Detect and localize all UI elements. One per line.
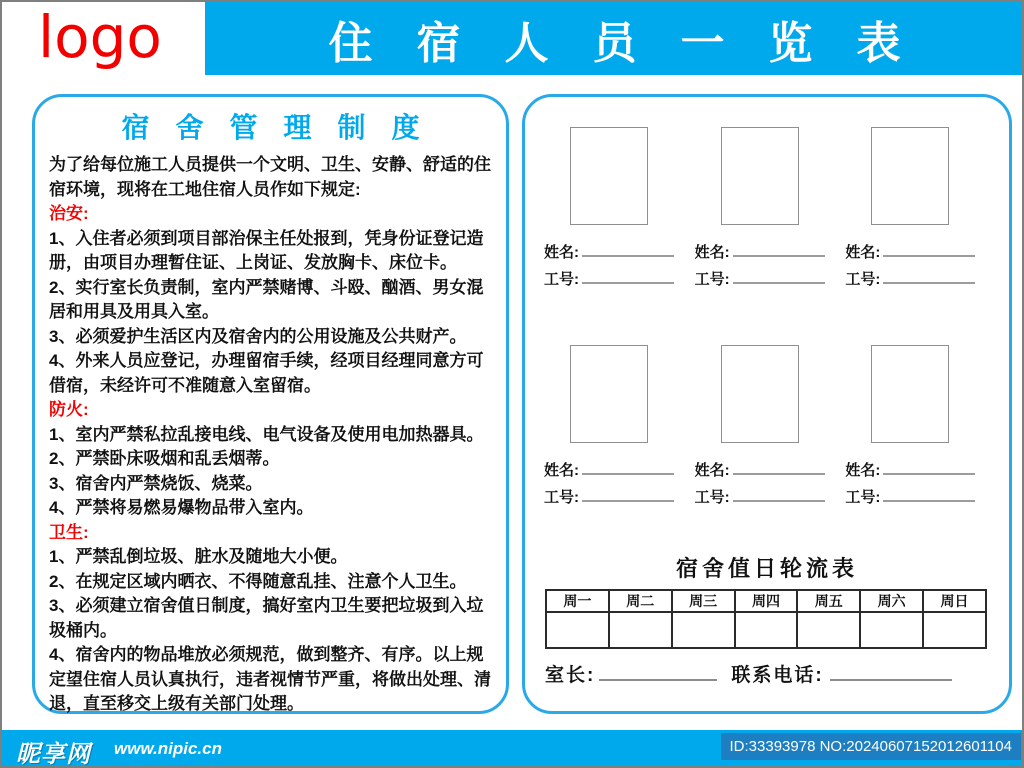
person-card — [845, 127, 995, 293]
rule-item: 4、外来人员应登记，办理留宿手续，经项目经理同意方可借宿，未经许可不准随意入室留宿。 — [49, 351, 484, 395]
duty-table-title: 宿舍值日轮流表 — [675, 556, 858, 581]
id-field — [695, 266, 845, 293]
rule-item: 4、严禁将易燃易爆物品带入室内。 — [49, 498, 314, 517]
photo-placeholder — [871, 127, 949, 225]
person-card — [695, 345, 845, 511]
name-label: 姓名: — [694, 462, 730, 479]
header-bar — [205, 2, 1024, 75]
weekday-header-cell: 周六 — [860, 590, 923, 612]
name-label: 姓名: — [544, 462, 579, 479]
person-card — [544, 345, 694, 511]
worker-id-label: 工号: — [845, 489, 881, 506]
brand-logo: logo — [38, 3, 162, 71]
contact-phone-label: 联系电话: — [731, 665, 824, 686]
site-url: www.nipic.cn — [114, 739, 222, 758]
footer-watermark-bar — [2, 730, 1022, 766]
room-leader-fill-line — [599, 666, 717, 681]
worker-id-fill-line — [582, 271, 674, 284]
photo-placeholder — [570, 127, 648, 225]
id-field — [544, 266, 694, 293]
weekday-header-cell: 周五 — [797, 590, 860, 612]
weekday-header-cell: 周三 — [672, 590, 735, 612]
rule-item: 4、宿舍内的物品堆放必须规范，做到整齐、有序。以上规定望住宿人员认真执行，违者视情节严重，将做出处理、清退，直至移交上级有关部门处理。 — [49, 645, 491, 713]
worker-id-label: 工号: — [694, 271, 730, 288]
worker-id-label: 工号: — [694, 489, 730, 506]
person-card — [695, 127, 845, 293]
id-field — [544, 484, 694, 511]
name-label: 姓名: — [544, 244, 579, 261]
id-field — [845, 484, 995, 511]
roster-cards-grid — [544, 127, 996, 511]
person-card — [544, 127, 694, 293]
photo-placeholder — [570, 345, 648, 443]
leader-row — [545, 660, 952, 687]
room-leader-label: 室长: — [545, 665, 596, 686]
roster-panel — [522, 94, 1012, 714]
rule-item: 1、室内严禁私拉乱接电线、电气设备及使用电加热器具。 — [49, 424, 484, 444]
duty-empty-cell — [797, 612, 860, 648]
photo-placeholder — [871, 345, 949, 443]
rules-title-row — [49, 106, 492, 146]
duty-empty-cell — [735, 612, 798, 648]
name-fill-line — [733, 244, 825, 257]
page-title: 住宿人员一览表 — [328, 18, 945, 68]
duty-title-row — [525, 552, 1009, 583]
photo-placeholder — [721, 127, 799, 225]
rule-item: 2、在规定区域内晒衣、不得随意乱挂、注意个人卫生。 — [49, 571, 467, 591]
name-field — [845, 457, 995, 484]
duty-empty-cell — [923, 612, 986, 648]
duty-empty-cell — [546, 612, 609, 648]
rule-item: 2、实行室长负责制，室内严禁赌博、斗殴、酗酒、男女混居和用具及用具入室。 — [49, 277, 484, 321]
rules-intro: 为了给每位施工人员提供一个文明、卫生、安静、舒适的住宿环境，现将在工地住宿人员作如下规定: — [49, 155, 491, 199]
name-label: 姓名: — [845, 462, 881, 479]
rules-body — [49, 153, 492, 717]
site-logo: 昵享网 — [16, 741, 91, 768]
name-label: 姓名: — [694, 244, 730, 261]
rule-section-heading: 卫生: — [49, 522, 89, 542]
photo-placeholder — [721, 345, 799, 443]
duty-empty-cell — [672, 612, 735, 648]
worker-id-label: 工号: — [544, 271, 579, 288]
worker-id-label: 工号: — [544, 489, 579, 506]
person-card — [845, 345, 995, 511]
rule-section-heading: 治安: — [49, 204, 89, 223]
name-field — [695, 457, 845, 484]
image-id-badge: ID:33393978 NO:20240607152012601104 — [721, 733, 1021, 760]
name-field — [544, 239, 694, 266]
worker-id-label: 工号: — [845, 271, 881, 288]
name-fill-line — [582, 462, 674, 475]
duty-table-empty-row — [546, 612, 986, 648]
name-fill-line — [883, 244, 975, 257]
rule-item: 3、必须爱护生活区内及宿舍内的公用设施及公共财产。 — [49, 326, 467, 346]
weekday-header-cell: 周四 — [735, 590, 798, 612]
id-field — [695, 484, 845, 511]
worker-id-fill-line — [582, 489, 674, 502]
name-field — [845, 239, 995, 266]
duty-empty-cell — [609, 612, 672, 648]
worker-id-fill-line — [733, 271, 825, 284]
rule-item: 3、必须建立宿舍值日制度，搞好室内卫生要把垃圾到入垃圾桶内。 — [49, 596, 484, 640]
logo-area — [2, 2, 205, 75]
name-field — [544, 457, 694, 484]
rules-panel — [32, 94, 509, 714]
rule-item: 3、宿舍内严禁烧饭、烧菜。 — [49, 473, 263, 493]
name-fill-line — [733, 462, 825, 475]
name-label: 姓名: — [845, 244, 881, 261]
contact-phone-fill-line — [830, 666, 952, 681]
weekday-header-cell: 周二 — [609, 590, 672, 612]
duty-empty-cell — [860, 612, 923, 648]
weekday-header-cell: 周日 — [923, 590, 986, 612]
weekday-header-cell: 周一 — [546, 590, 609, 612]
duty-table-header-row — [546, 590, 986, 612]
duty-rotation-table — [545, 589, 987, 649]
name-field — [695, 239, 845, 266]
id-field — [845, 266, 995, 293]
rules-title: 宿舍管理制度 — [121, 112, 446, 143]
rule-section-heading: 防火: — [49, 400, 89, 419]
rule-item: 1、入住者必须到项目部治保主任处报到，凭身份证登记造册，由项目办理暂住证、上岗证、发放胸卡、床位卡。 — [49, 228, 484, 272]
rule-item: 2、严禁卧床吸烟和乱丢烟蒂。 — [49, 449, 280, 468]
worker-id-fill-line — [883, 271, 975, 284]
worker-id-fill-line — [883, 489, 975, 502]
worker-id-fill-line — [733, 489, 825, 502]
name-fill-line — [883, 462, 975, 475]
rule-item: 1、严禁乱倒垃圾、脏水及随地大小便。 — [49, 547, 348, 566]
name-fill-line — [582, 244, 674, 257]
